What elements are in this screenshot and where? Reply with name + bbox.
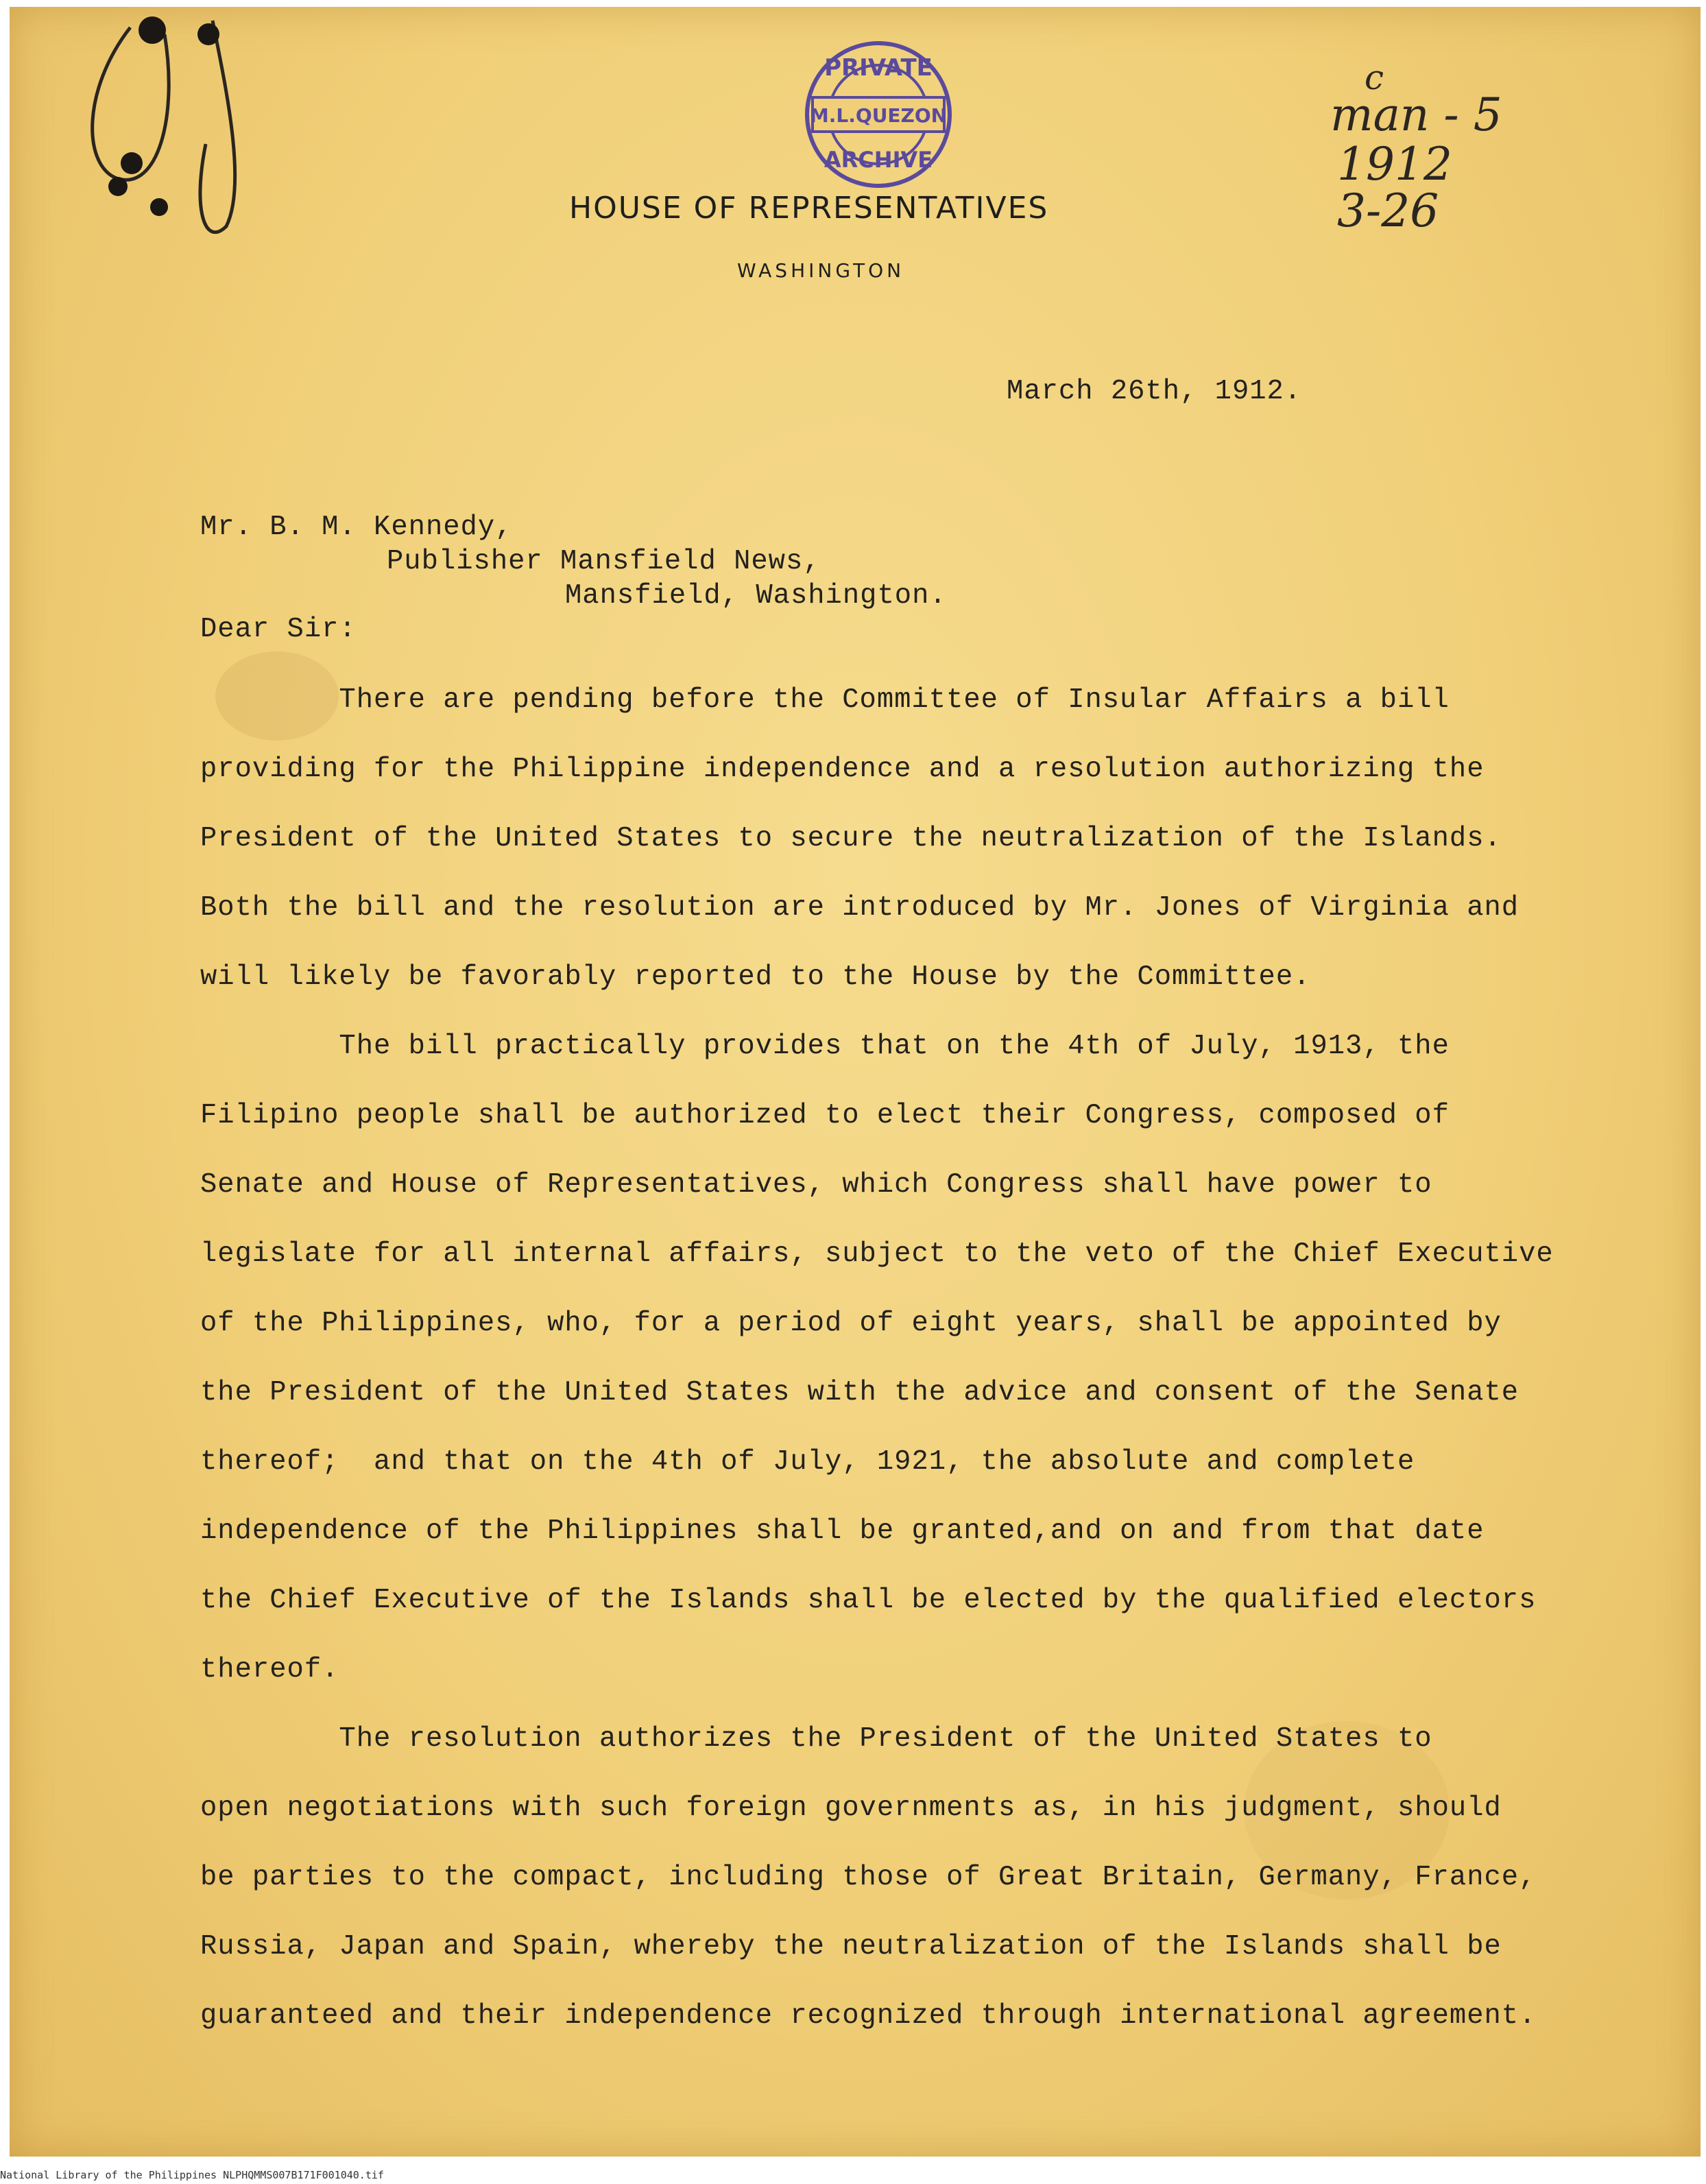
letter-page (10, 7, 1701, 2157)
body-line: guaranteed and their independence recognized through international agreement. (200, 2000, 1537, 2032)
handwritten-line-3: 1912 (1337, 138, 1452, 191)
paperclip-mark-icon (55, 7, 254, 254)
handwritten-notation (1323, 62, 1611, 240)
archive-footer-caption: National Library of the Philippines NLPHQMMS007B171F001040.tif (0, 2169, 384, 2181)
salutation: Dear Sir: (200, 614, 357, 645)
body-line: thereof. (200, 1654, 339, 1685)
body-line: of the Philippines, who, for a period of eight years, shall be appointed by (200, 1308, 1502, 1339)
body-line: President of the United States to secure the neutralization of the Islands. (200, 823, 1502, 854)
body-line: thereof; and that on the 4th of July, 1921, the absolute and complete (200, 1446, 1415, 1478)
letterhead-city: WASHINGTON (737, 259, 905, 282)
body-line: open negotiations with such foreign governments as, in his judgment, should (200, 1792, 1502, 1824)
stamp-bottom-text: ARCHIVE (824, 147, 933, 173)
body-line: legislate for all internal affairs, subject to the veto of the Chief Executive (200, 1238, 1554, 1270)
body-line: the President of the United States with the advice and consent of the Senate (200, 1377, 1519, 1408)
letterhead-title: HOUSE OF REPRESENTATIVES (569, 191, 1049, 226)
body-line: Both the bill and the resolution are introduced by Mr. Jones of Virginia and (200, 892, 1519, 924)
handwritten-line-1: c (1365, 62, 1384, 97)
body-line: providing for the Philippine independence and a resolution authorizing the (200, 754, 1485, 785)
body-line: The resolution authorizes the President of the United States to (200, 1723, 1432, 1755)
handwritten-line-4: 3-26 (1337, 184, 1439, 237)
handwritten-line-2: man - 5 (1330, 88, 1502, 141)
stamp-top-text: PRIVATE (824, 54, 933, 82)
body-line: be parties to the compact, including those of Great Britain, Germany, France, (200, 1862, 1537, 1893)
recipient-name: Mr. B. M. Kennedy, (200, 512, 513, 543)
recipient-title: Publisher Mansfield News, (387, 546, 821, 577)
body-line: independence of the Philippines shall be granted,and on and from that date (200, 1515, 1485, 1547)
stamp-middle-text: M.L.QUEZON (809, 104, 948, 127)
archive-stamp (797, 38, 959, 191)
body-line: will likely be favorably reported to the House by the Committee. (200, 961, 1311, 993)
body-line: There are pending before the Committee of Insular Affairs a bill (200, 684, 1450, 716)
body-line: Filipino people shall be authorized to elect their Congress, composed of (200, 1100, 1450, 1131)
body-line: the Chief Executive of the Islands shall be elected by the qualified electors (200, 1585, 1537, 1616)
body-line: Senate and House of Representatives, which Congress shall have power to (200, 1169, 1432, 1201)
recipient-location: Mansfield, Washington. (565, 580, 947, 612)
body-line: The bill practically provides that on the 4th of July, 1913, the (200, 1031, 1450, 1062)
letter-date: March 26th, 1912. (1007, 376, 1302, 407)
body-line: Russia, Japan and Spain, whereby the neutralization of the Islands shall be (200, 1931, 1502, 1963)
